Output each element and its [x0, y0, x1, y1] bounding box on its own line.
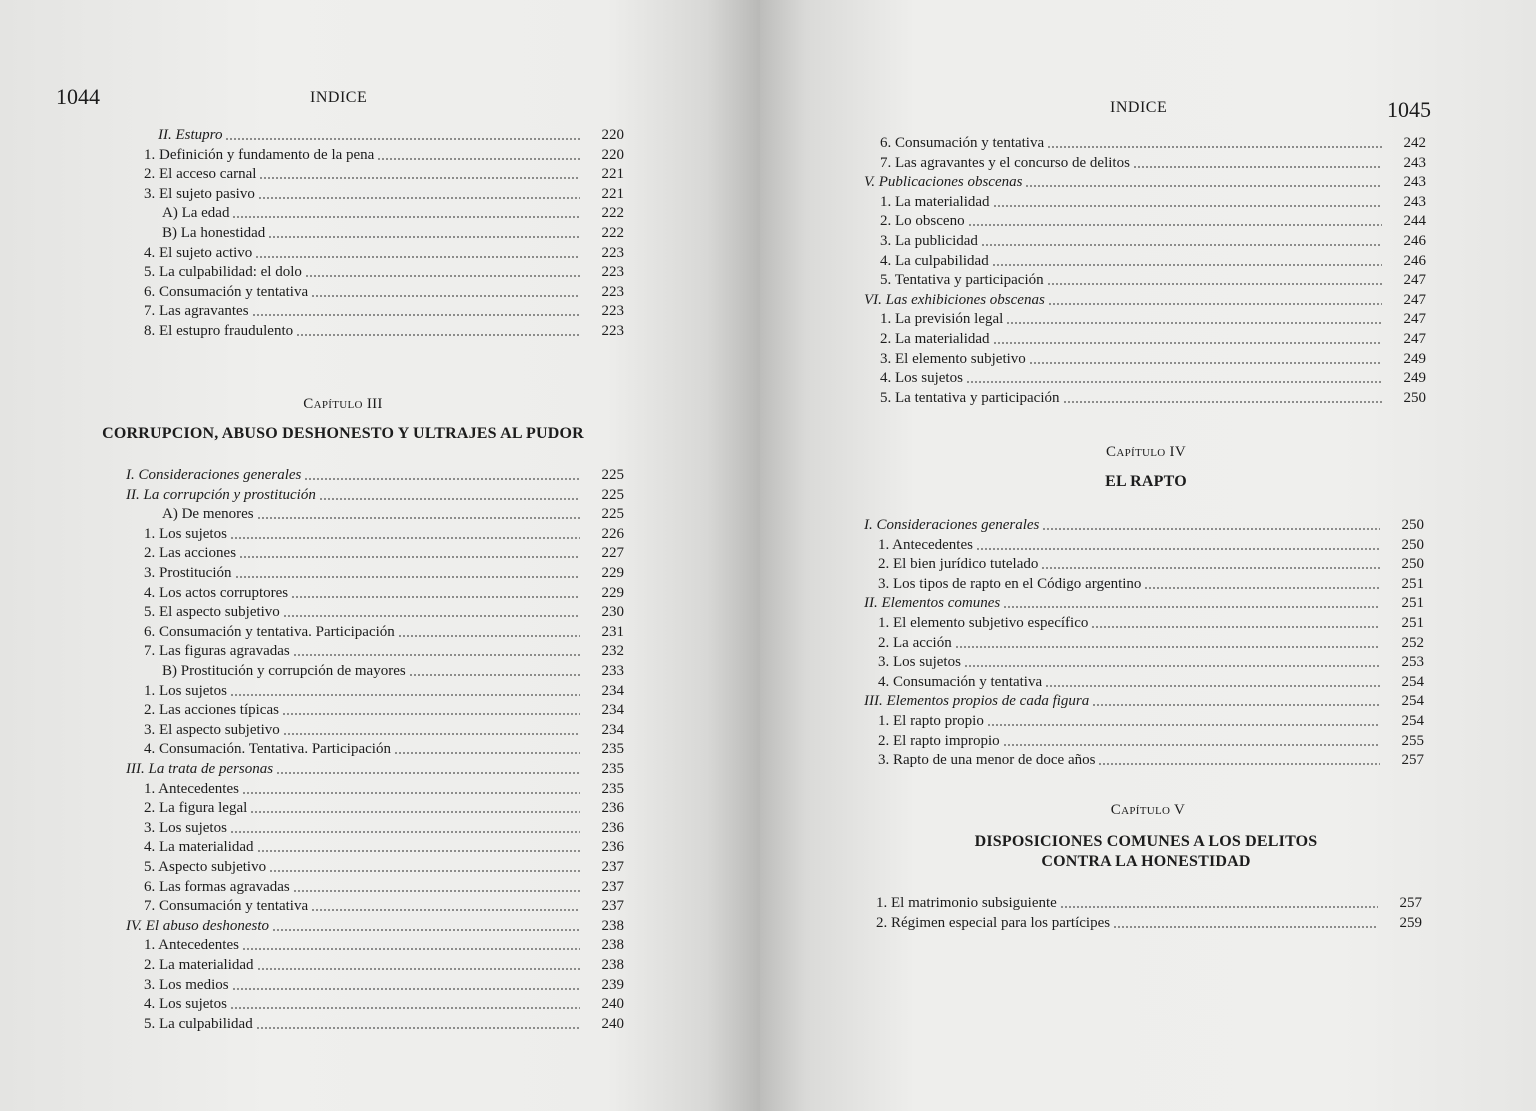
dot-leader: [1006, 322, 1382, 324]
toc-entry: [62, 640, 624, 660]
toc-entry-title: 2. La acción: [878, 634, 952, 651]
dot-leader: [311, 295, 580, 297]
toc-entry: [62, 856, 624, 876]
toc-entry-title: 1. Los sujetos: [144, 525, 227, 542]
dot-leader: [955, 646, 1380, 648]
dot-leader: [268, 236, 580, 238]
dot-leader: [964, 665, 1380, 667]
toc-entry: [760, 171, 1426, 191]
dot-leader: [291, 596, 580, 598]
chapter-label-number: IV: [1169, 444, 1186, 460]
page-number-left: 1044: [56, 84, 100, 109]
toc-entry-page: 227: [601, 545, 624, 562]
toc-entry: [62, 261, 624, 281]
dot-leader: [1029, 362, 1382, 364]
toc-entry-title: 3. La publicidad: [880, 233, 978, 249]
toc-entry-page: 247: [1403, 272, 1426, 289]
toc-entry: [760, 632, 1424, 652]
dot-leader: [283, 615, 580, 617]
toc-entry-title: 5. La tentativa y participación: [880, 389, 1060, 406]
toc-entry-page: 236: [601, 839, 624, 856]
dot-leader: [1041, 567, 1380, 569]
dot-leader: [1060, 906, 1378, 908]
dot-leader: [272, 929, 580, 931]
dot-leader: [257, 850, 580, 852]
toc-entry: [62, 300, 624, 320]
toc-entry: [62, 719, 624, 739]
toc-entry: [760, 289, 1426, 309]
toc-entry-page: 238: [601, 937, 624, 954]
toc-entry-title: 4. El sujeto activo: [144, 244, 253, 261]
toc-entry-title: B) Prostitución y corrupción de mayores: [162, 663, 406, 679]
toc-entry-page: 254: [1401, 673, 1424, 690]
toc-entry-page: 239: [601, 976, 624, 993]
toc-entry-page: 251: [1401, 595, 1424, 612]
dot-leader: [987, 724, 1380, 726]
toc-entry-page: 222: [601, 205, 624, 222]
dot-leader: [276, 772, 580, 774]
dot-leader: [1144, 587, 1380, 589]
toc-entry-title: 4. Los sujetos: [880, 370, 963, 387]
toc-entry-title: 2. Las acciones: [144, 545, 237, 562]
toc-entry-page: 250: [1403, 389, 1426, 406]
dot-leader: [409, 674, 580, 676]
toc-entry-page: 235: [601, 780, 624, 797]
toc-entry-title: 6. Consumación y tentativa: [880, 135, 1045, 151]
dot-leader: [1047, 146, 1382, 148]
toc-entry: [760, 690, 1424, 710]
toc-entry-page: 223: [601, 264, 624, 281]
toc-entry-page: 243: [1403, 174, 1426, 191]
toc-entry: [62, 758, 624, 778]
toc-entry-page: 240: [601, 1015, 624, 1032]
dot-leader: [1042, 528, 1380, 530]
dot-leader: [293, 890, 580, 892]
toc-entry-page: 235: [601, 761, 624, 777]
toc-entry-title: 2. Las acciones típicas: [144, 702, 279, 719]
chapter-label-v: [956, 802, 1340, 819]
dot-leader: [235, 576, 580, 578]
toc-entry-title: 4. Los actos corruptores: [144, 584, 289, 601]
toc-entry-title: 6. Las formas agravadas: [144, 878, 290, 895]
toc-entry-page: 255: [1401, 732, 1424, 749]
toc-entry: [760, 592, 1424, 612]
toc-entry-page: 243: [1403, 193, 1426, 210]
toc-entry-title: 1. La previsión legal: [880, 311, 1004, 328]
chapter-label-number: III: [366, 396, 383, 412]
toc-entry: [62, 222, 624, 242]
running-head-right: INDICE: [1110, 99, 1168, 116]
toc-entry-page: 253: [1401, 654, 1424, 671]
toc-entry-page: 223: [601, 283, 624, 300]
toc-entry-page: 240: [601, 996, 624, 1013]
toc-entry-title: 3. El aspecto subjetivo: [144, 721, 280, 738]
dot-leader: [256, 1027, 580, 1029]
toc-entry: [62, 797, 624, 817]
dot-leader: [1003, 606, 1380, 608]
toc-entry-title: 3. El sujeto pasivo: [144, 185, 255, 202]
toc-entry-title: 5. La culpabilidad: [144, 1015, 253, 1032]
dot-leader: [259, 177, 580, 179]
toc-entry-page: 234: [601, 702, 624, 719]
toc-entry-title: 3. Los tipos de rapto en el Código argentino: [878, 575, 1142, 592]
dot-leader: [311, 909, 580, 911]
toc-entry-page: 223: [601, 303, 624, 320]
dot-leader: [966, 381, 1382, 383]
dot-leader: [1092, 704, 1380, 706]
toc-entry-page: 222: [601, 225, 624, 241]
toc-entry-title: A) De menores: [162, 506, 254, 523]
dot-leader: [1003, 744, 1380, 746]
toc-entry: [62, 915, 624, 935]
toc-entry-title: B) La honestidad: [162, 225, 266, 241]
toc-entry: [760, 573, 1424, 593]
toc-entry-title: II. Estupro: [158, 127, 223, 143]
dot-leader: [230, 537, 580, 539]
toc-entry-title: 7. Las agravantes: [144, 303, 249, 320]
toc-entry-title: IV. El abuso deshonesto: [126, 917, 270, 934]
toc-entry-page: 251: [1401, 615, 1424, 631]
toc-entry-page: 252: [1401, 634, 1424, 651]
dot-leader: [1025, 185, 1382, 187]
running-head-left: INDICE: [310, 89, 368, 106]
toc-entry: [760, 210, 1426, 230]
toc-entry: [760, 152, 1426, 172]
toc-entry-title: 1. Antecedentes: [144, 937, 239, 954]
toc-entry: [760, 730, 1424, 750]
toc-entry: [760, 308, 1426, 328]
toc-entry: [62, 699, 624, 719]
toc-entry-page: 237: [601, 898, 624, 915]
toc-entry-page: 229: [601, 584, 624, 601]
toc-entry-title: II. La corrupción y prostitución: [126, 486, 316, 503]
toc-entry-page: 232: [601, 643, 624, 660]
toc-entry-title: 2. El bien jurídico tutelado: [878, 556, 1039, 573]
toc-entry: [62, 503, 624, 523]
toc-entry-title: 3. Los sujetos: [878, 654, 961, 671]
toc-entry-page: 249: [1403, 350, 1426, 367]
toc-entry: [62, 163, 624, 183]
toc-entry-page: 235: [601, 741, 624, 758]
toc-entry-page: 233: [601, 663, 624, 679]
toc-entry-title: 3. Los medios: [144, 976, 229, 993]
toc-entry: [62, 974, 624, 994]
toc-entry-title: 2. La materialidad: [880, 331, 990, 347]
chapter-label-initial: C: [303, 396, 314, 412]
toc-entry-page: 247: [1403, 311, 1426, 328]
toc-entry-page: 225: [601, 506, 624, 523]
chapter-title-iii: CORRUPCION, ABUSO DESHONESTO Y ULTRAJES AL PUDOR: [102, 425, 584, 442]
dot-leader: [976, 548, 1380, 550]
chapter-label-iii: [60, 396, 626, 413]
dot-leader: [1091, 626, 1380, 628]
toc-entry: [62, 542, 624, 562]
dot-leader: [269, 870, 580, 872]
chapter-label-word: APÍTULO: [1121, 805, 1171, 817]
dot-leader: [377, 158, 580, 160]
toc-entry: [760, 892, 1422, 912]
page-number-right: 1045: [1387, 97, 1431, 122]
toc-entry: [62, 895, 624, 915]
toc-entry-title: A) La edad: [162, 205, 230, 222]
toc-entry-title: 1. El elemento subjetivo específico: [878, 615, 1089, 631]
toc-entry: [62, 484, 624, 504]
dot-leader: [282, 713, 580, 715]
toc-entry: [760, 328, 1426, 348]
toc-entry: [62, 993, 624, 1013]
toc-entry-title: 1. Antecedentes: [144, 780, 239, 797]
toc-entry: [62, 464, 624, 484]
dot-leader: [225, 138, 580, 140]
dot-leader: [1113, 926, 1378, 928]
toc-entry-title: V. Publicaciones obscenas: [864, 174, 1023, 191]
toc-entry: [62, 1013, 624, 1033]
toc-entry-title: VI. Las exhibiciones obscenas: [864, 291, 1045, 308]
toc-entry-title: 1. Los sujetos: [144, 682, 227, 699]
toc-entry-page: 237: [601, 859, 624, 875]
toc-entry-page: 237: [601, 878, 624, 895]
toc-entry: [760, 230, 1426, 250]
toc-entry-page: 221: [601, 185, 624, 202]
toc-entry-page: 246: [1403, 252, 1426, 269]
dot-leader: [1045, 685, 1380, 687]
toc-entry: [760, 651, 1424, 671]
chapter-label-word: APÍTULO: [313, 399, 363, 411]
dot-leader: [305, 275, 580, 277]
toc-entry-page: 220: [601, 146, 624, 163]
toc-entry: [760, 387, 1426, 407]
toc-entry: [760, 191, 1426, 211]
dot-leader: [1048, 303, 1382, 305]
toc-entry-title: 1. La materialidad: [880, 193, 990, 210]
toc-entry-title: 5. El aspecto subjetivo: [144, 604, 280, 621]
toc-entry: [760, 514, 1424, 534]
toc-entry: [62, 202, 624, 222]
toc-entry-title: 1. El rapto propio: [878, 713, 984, 729]
toc-entry: [760, 534, 1424, 554]
toc-entry-title: 7. Las agravantes y el concurso de delitos: [880, 154, 1130, 171]
toc-entry-page: 250: [1401, 517, 1424, 533]
toc-entry-title: 2. Lo obsceno: [880, 213, 965, 230]
toc-entry-title: 5. Aspecto subjetivo: [144, 859, 267, 875]
toc-entry: [62, 183, 624, 203]
toc-entry-title: 3. Los sujetos: [144, 819, 227, 836]
toc-entry-page: 234: [601, 682, 624, 699]
toc-entry-title: 1. Definición y fundamento de la pena: [144, 146, 375, 163]
dot-leader: [255, 256, 580, 258]
toc-entry-page: 257: [1401, 752, 1424, 769]
dot-leader: [232, 988, 580, 990]
toc-entry-page: 251: [1401, 575, 1424, 592]
toc-entry-page: 234: [601, 721, 624, 738]
left-page: [0, 0, 760, 1111]
dot-leader: [993, 342, 1382, 344]
toc-entry: [62, 523, 624, 543]
toc-entry-title: 5. Tentativa y participación: [880, 272, 1044, 289]
toc-entry-title: 4. Consumación y tentativa: [878, 673, 1043, 690]
dot-leader: [232, 216, 580, 218]
toc-entry-title: 3. Rapto de una menor de doce años: [878, 752, 1096, 769]
toc-entry-title: II. Elementos comunes: [864, 595, 1001, 612]
toc-entry-page: 259: [1399, 914, 1422, 931]
toc-entry-page: 223: [601, 244, 624, 261]
toc-entry-page: 226: [601, 525, 624, 542]
toc-entry: [62, 660, 624, 680]
chapter-label-word: APÍTULO: [1116, 447, 1166, 459]
chapter-title-v-line-2: CONTRA LA HONESTIDAD: [1041, 853, 1251, 870]
toc-entry-page: 250: [1401, 536, 1424, 553]
toc-entry-title: 1. Antecedentes: [878, 536, 973, 553]
toc-entry-title: 5. La culpabilidad: el dolo: [144, 264, 302, 281]
dot-leader: [1098, 763, 1380, 765]
dot-leader: [257, 517, 580, 519]
toc-entry: [62, 934, 624, 954]
dot-leader: [252, 314, 580, 316]
toc-entry: [62, 601, 624, 621]
toc-entry: [760, 749, 1424, 769]
dot-leader: [968, 224, 1382, 226]
toc-entry: [62, 242, 624, 262]
toc-entry: [62, 817, 624, 837]
toc-entry-page: 257: [1399, 895, 1422, 911]
dot-leader: [1047, 283, 1382, 285]
toc-entry-title: 8. El estupro fraudulento: [144, 323, 294, 339]
toc-entry-page: 246: [1403, 233, 1426, 249]
toc-entry-title: I. Consideraciones generales: [126, 467, 302, 483]
toc-entry-page: 249: [1403, 370, 1426, 387]
toc-entry-page: 247: [1403, 331, 1426, 347]
toc-entry-page: 254: [1401, 713, 1424, 729]
dot-leader: [250, 811, 580, 813]
toc-entry-page: 221: [601, 166, 624, 183]
dot-leader: [394, 752, 580, 754]
toc-entry-title: 4. La materialidad: [144, 839, 254, 856]
dot-leader: [992, 264, 1382, 266]
toc-entry-title: 4. Los sujetos: [144, 996, 227, 1013]
toc-entry-page: 238: [601, 957, 624, 973]
chapter-label-number: V: [1174, 802, 1186, 818]
toc-entry: [62, 738, 624, 758]
toc-entry-title: III. Elementos propios de cada figura: [864, 693, 1090, 710]
toc-entry-page: 236: [601, 819, 624, 836]
toc-entry: [760, 250, 1426, 270]
dot-leader: [993, 205, 1382, 207]
toc-entry: [62, 836, 624, 856]
toc-entry-page: 231: [601, 623, 624, 640]
toc-entry-page: 244: [1403, 213, 1426, 230]
toc-entry-title: 1. El matrimonio subsiguiente: [876, 895, 1057, 911]
toc-entry: [62, 320, 624, 340]
dot-leader: [319, 498, 580, 500]
toc-entry: [62, 281, 624, 301]
toc-entry-title: 6. Consumación y tentativa. Participación: [144, 623, 395, 640]
dot-leader: [1063, 401, 1382, 403]
dot-leader: [293, 654, 580, 656]
toc-entry-page: 230: [601, 604, 624, 621]
toc-entry-title: 7. Las figuras agravadas: [144, 643, 290, 660]
toc-entry-title: 3. El elemento subjetivo: [880, 350, 1026, 367]
toc-entry: [62, 621, 624, 641]
toc-entry: [760, 710, 1424, 730]
chapter-label-iv: [1006, 444, 1286, 461]
toc-entry: [760, 671, 1424, 691]
toc-entry: [62, 778, 624, 798]
toc-entry: [760, 912, 1422, 932]
toc-entry: [62, 562, 624, 582]
dot-leader: [230, 694, 580, 696]
toc-entry: [62, 680, 624, 700]
dot-leader: [239, 556, 580, 558]
chapter-label-initial: C: [1110, 802, 1122, 818]
toc-entry: [62, 124, 624, 144]
toc-entry-page: 225: [601, 467, 624, 483]
toc-entry: [62, 582, 624, 602]
toc-entry-title: 2. El acceso carnal: [144, 166, 257, 183]
toc-entry-title: 7. Consumación y tentativa: [144, 898, 309, 915]
toc-entry-page: 238: [601, 917, 624, 934]
toc-entry: [760, 348, 1426, 368]
dot-leader: [257, 968, 580, 970]
toc-entry-title: 2. La materialidad: [144, 957, 254, 973]
chapter-title-iv: EL RAPTO: [1105, 473, 1187, 490]
toc-entry-title: 2. La figura legal: [144, 800, 248, 817]
dot-leader: [981, 244, 1382, 246]
toc-entry: [62, 954, 624, 974]
toc-entry-title: 3. Prostitución: [144, 565, 232, 581]
dot-leader: [398, 635, 580, 637]
toc-entry-title: 6. Consumación y tentativa: [144, 283, 309, 300]
dot-leader: [242, 948, 580, 950]
dot-leader: [230, 1007, 580, 1009]
toc-entry-page: 220: [601, 127, 624, 143]
toc-entry-page: 250: [1401, 556, 1424, 573]
toc-entry: [760, 132, 1426, 152]
toc-entry: [760, 612, 1424, 632]
toc-entry: [760, 367, 1426, 387]
toc-entry-page: 243: [1403, 154, 1426, 171]
toc-entry-title: III. La trata de personas: [126, 761, 274, 777]
toc-entry: [62, 876, 624, 896]
toc-entry-title: 2. Régimen especial para los partícipes: [876, 914, 1111, 931]
dot-leader: [258, 197, 580, 199]
toc-entry-title: 2. El rapto impropio: [878, 732, 1000, 749]
toc-entry-page: 254: [1401, 693, 1424, 710]
chapter-label-initial: C: [1106, 444, 1117, 460]
dot-leader: [304, 478, 580, 480]
dot-leader: [1133, 166, 1382, 168]
right-page: [760, 0, 1536, 1111]
chapter-title-v-line-1: DISPOSICIONES COMUNES A LOS DELITOS: [974, 833, 1318, 850]
dot-leader: [230, 831, 580, 833]
toc-entry-title: I. Consideraciones generales: [864, 517, 1040, 533]
dot-leader: [283, 733, 580, 735]
toc-entry-page: 225: [601, 486, 624, 503]
toc-entry-page: 247: [1403, 291, 1426, 308]
toc-entry-page: 223: [601, 323, 624, 339]
toc-entry-page: 236: [601, 800, 624, 817]
toc-entry: [62, 144, 624, 164]
dot-leader: [242, 792, 580, 794]
toc-entry-title: 4. La culpabilidad: [880, 252, 989, 269]
toc-entry-page: 242: [1403, 135, 1426, 151]
dot-leader: [296, 334, 580, 336]
toc-entry-title: 4. Consumación. Tentativa. Participación: [144, 741, 391, 758]
toc-entry-page: 229: [601, 565, 624, 581]
toc-entry: [760, 269, 1426, 289]
toc-entry: [760, 553, 1424, 573]
